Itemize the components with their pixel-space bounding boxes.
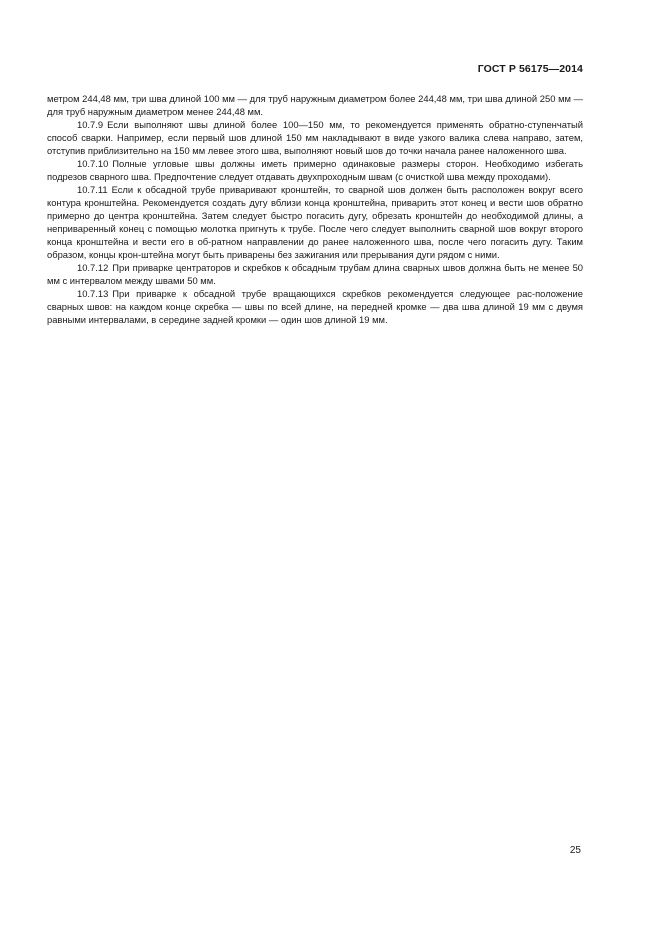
paragraph-continuation [47,92,583,118]
paragraph-10-7-11 [47,183,583,261]
document-code: ГОСТ Р 56175—2014 [477,63,583,75]
paragraph-number: 10.7.11 [77,184,108,195]
page-number: 25 [569,845,581,856]
paragraph-text: Если к обсадной трубе приваривают кронштейн, то сварной шов должен быть расположен вокруг всего контура кронштейна. Рекомендуется создать дугу вблизи конца кронштейна, приварить этот конец и вести шов обратно примерно до центра кронштейна. Затем следует быстро погасить дугу, обрезать кронштейн до необходимой длины, а неприваренный конец с помощью молотка пригнуть к трубе. После чего следует выполнить сварной шов вокруг второго конца кронштейна и вести его в об-ратном направлении до ранее наложенного шва, после чего погасить дугу. Таким образом, концы крон-штейна могут быть приварены без зажигания или прерывания дуги рядом с ними. [47,184,583,260]
paragraph-number: 10.7.12 [77,262,109,273]
paragraph-10-7-13 [47,287,583,326]
paragraph-10-7-10 [47,157,583,183]
paragraph-number: 10.7.9 [77,119,104,130]
paragraph-text: При приварке к обсадной трубе вращающихся скребков рекомендуется следующее рас-положение сварных швов: на каждом конце скребка — швы по всей длине, на передней кромке — два шва длиной 19 мм с двумя равными интервалами, в середине задней кромки — один шов длиной 19 мм. [47,288,583,325]
paragraph-text: Если выполняют швы длиной более 100—150 мм, то рекомендуется применять обратно-ступенчатый способ сварки. Например, если первый шов длиной 150 мм накладывают в виде узкого валика слева направо, затем, отступив приблизительно на 150 мм левее этого шва, выполняют новый шов до точки начала ранее наложенного шва. [47,119,583,156]
body-text [47,92,583,326]
paragraph-text: метром 244,48 мм, три шва длиной 100 мм — для труб наружным диаметром более 244,48 мм, три шва длиной 250 мм — для труб наружным диаметром менее 244,48 мм. [47,93,583,117]
paragraph-number: 10.7.13 [77,288,109,299]
paragraph-10-7-9 [47,118,583,157]
paragraph-number: 10.7.10 [77,158,109,169]
paragraph-text: При приварке центраторов и скребков к обсадным трубам длина сварных швов должна быть не менее 50 мм с интервалом между швами 50 мм. [47,262,583,286]
paragraph-text: Полные угловые швы должны иметь примерно одинаковые размеры сторон. Необходимо избегать подрезов сварного шва. Предпочтение следует отдавать двухпроходным швам (с очисткой шва между проходами). [47,158,583,182]
paragraph-10-7-12 [47,261,583,287]
